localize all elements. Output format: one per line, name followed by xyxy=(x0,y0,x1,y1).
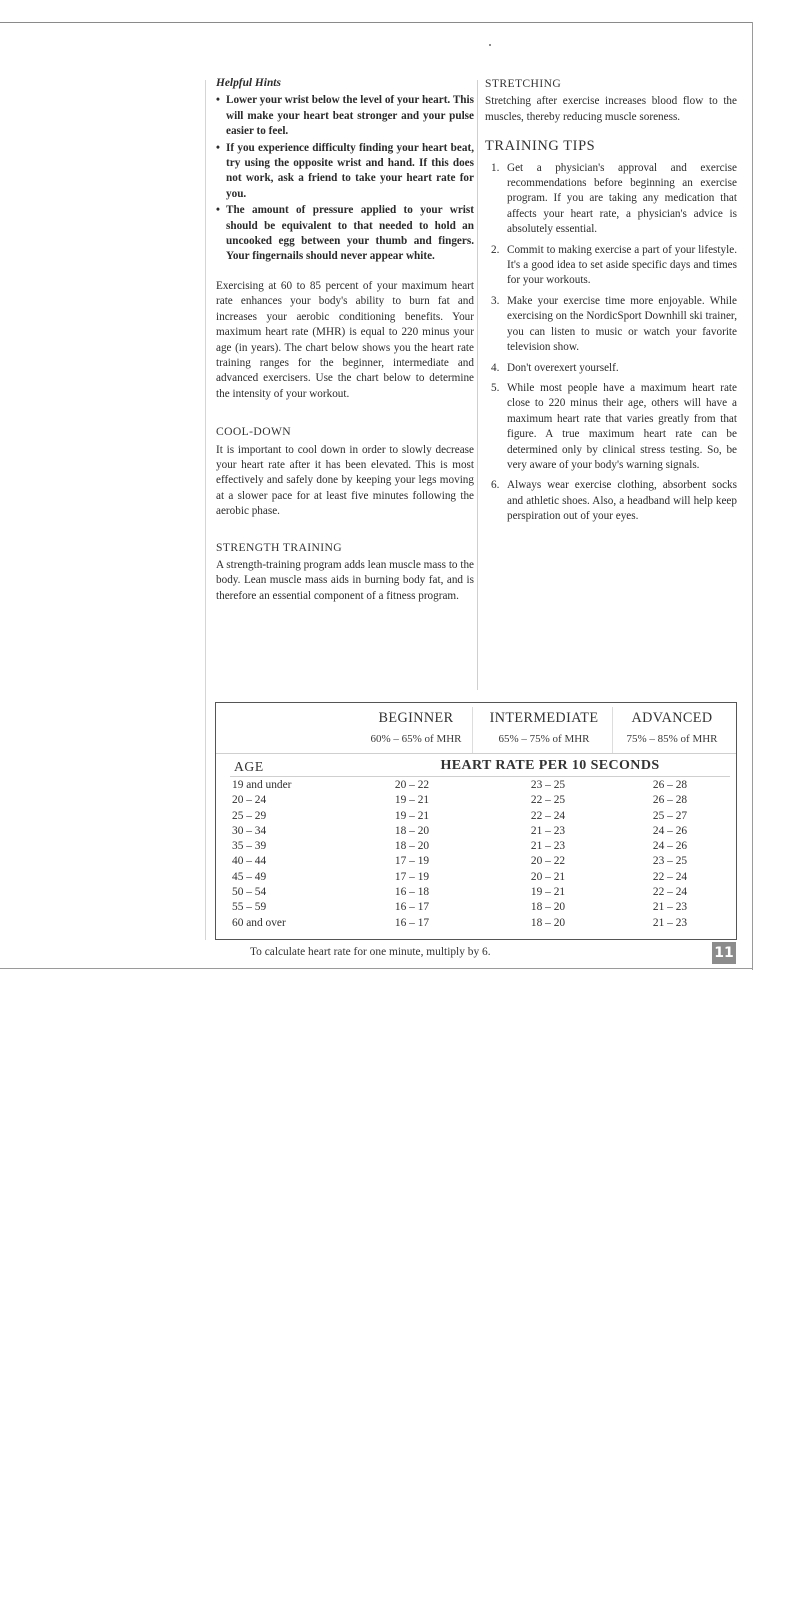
advanced-cell: 22 – 24 xyxy=(652,870,688,883)
helpful-hints-list xyxy=(216,93,474,264)
table-footnote: To calculate heart rate for one minute, multiply by 6. xyxy=(250,946,491,958)
column-divider xyxy=(477,80,478,690)
table-row xyxy=(216,871,736,886)
training-tips-list xyxy=(485,161,737,525)
table-body xyxy=(216,779,736,932)
beginner-cell: 17 – 19 xyxy=(394,855,430,868)
level-advanced-range: 75% – 85% of MHR xyxy=(626,733,718,745)
table-row xyxy=(216,810,736,825)
tip-number: 3. xyxy=(491,294,500,307)
table-row xyxy=(216,779,736,794)
cool-down-title: COOL-DOWN xyxy=(216,425,292,439)
table-row xyxy=(216,917,736,932)
intermediate-cell: 21 – 23 xyxy=(530,824,566,837)
helpful-hints-title: Helpful Hints xyxy=(216,77,281,89)
age-cell: 45 – 49 xyxy=(232,870,267,883)
intermediate-cell: 22 – 25 xyxy=(530,794,566,807)
beginner-cell: 16 – 18 xyxy=(394,886,430,899)
beginner-cell: 19 – 21 xyxy=(394,794,430,807)
table-row xyxy=(216,886,736,901)
table-row xyxy=(216,901,736,916)
beginner-cell: 18 – 20 xyxy=(394,840,430,853)
tip-number: 5. xyxy=(491,381,500,394)
header-rule xyxy=(216,753,736,754)
age-cell: 60 and over xyxy=(232,916,286,929)
hint-item: • Lower your wrist below the level of your heart. This will make your heart beat stronger and your pulse easier to feel. xyxy=(216,93,474,139)
table-row xyxy=(216,840,736,855)
intermediate-cell: 22 – 24 xyxy=(530,809,566,822)
scan-speck xyxy=(489,44,491,46)
page-bottom-rule xyxy=(0,968,752,969)
advanced-cell: 21 – 23 xyxy=(652,916,688,929)
age-cell: 20 – 24 xyxy=(232,794,267,807)
advanced-cell: 21 – 23 xyxy=(652,901,688,914)
page-top-rule xyxy=(0,22,752,23)
advanced-cell: 26 – 28 xyxy=(652,779,688,791)
right-column xyxy=(485,76,737,530)
level-advanced-name: ADVANCED xyxy=(631,710,713,726)
stretching-text: Stretching after exercise increases blood flow to the muscles, thereby reducing muscle soreness. xyxy=(485,95,737,123)
left-column xyxy=(216,76,474,604)
advanced-cell: 26 – 28 xyxy=(652,794,688,807)
strength-training-text: A strength-training program adds lean muscle mass to the body. Lean muscle mass aids in burning body fat, and is therefore an essential component of a fitness program. xyxy=(216,558,474,602)
advanced-cell: 25 – 27 xyxy=(652,809,688,822)
level-intermediate-name: INTERMEDIATE xyxy=(489,710,599,726)
tip-number: 1. xyxy=(491,161,500,174)
tip-item xyxy=(485,361,737,376)
left-margin-line xyxy=(205,80,206,940)
intermediate-cell: 23 – 25 xyxy=(530,779,566,791)
intermediate-cell: 18 – 20 xyxy=(530,916,566,929)
advanced-cell: 24 – 26 xyxy=(652,824,688,837)
age-cell: 50 – 54 xyxy=(232,886,267,899)
header-divider xyxy=(612,707,613,753)
tip-item xyxy=(485,381,737,473)
advanced-cell: 24 – 26 xyxy=(652,840,688,853)
tip-text: While most people have a maximum heart rate close to 220 minus their age, others will have a maximum heart rate that varies greatly from that figure. A true maximum heart rate can be determined only by clinical stress testing. So, be very aware of your body's warning signals. xyxy=(507,381,737,471)
intermediate-cell: 21 – 23 xyxy=(530,840,566,853)
level-beginner-range: 60% – 65% of MHR xyxy=(370,733,462,745)
tip-text: Get a physician's approval and exercise recommendations before beginning an exercise program. If you are taking any medication that affects your heart rate, a physician's advice is absolutely essential. xyxy=(507,161,737,236)
tip-item xyxy=(485,161,737,238)
hint-item: • The amount of pressure applied to your wrist should be equivalent to that needed to hold an uncooked egg between your thumb and fingers. Your fingernails should never appear white. xyxy=(216,203,474,265)
age-cell: 25 – 29 xyxy=(232,809,267,822)
page-number: 11 xyxy=(712,942,736,964)
header-divider xyxy=(472,707,473,753)
advanced-cell: 22 – 24 xyxy=(652,886,688,899)
level-beginner-name: BEGINNER xyxy=(378,710,454,726)
beginner-cell: 16 – 17 xyxy=(394,901,430,914)
table-row xyxy=(216,825,736,840)
table-row xyxy=(216,794,736,809)
tip-number: 4. xyxy=(491,361,500,374)
tip-number: 2. xyxy=(491,243,500,256)
intermediate-cell: 18 – 20 xyxy=(530,901,566,914)
intermediate-cell: 20 – 22 xyxy=(530,855,566,868)
tip-item xyxy=(485,294,737,356)
subheader-rule xyxy=(230,776,730,777)
age-cell: 40 – 44 xyxy=(232,855,267,868)
beginner-cell: 18 – 20 xyxy=(394,824,430,837)
tip-text: Always wear exercise clothing, absorbent socks and athletic shoes. Also, a headband will help keep perspiration out of your eyes. xyxy=(507,479,737,523)
tip-item xyxy=(485,478,737,524)
beginner-cell: 16 – 17 xyxy=(394,916,430,929)
beginner-cell: 17 – 19 xyxy=(394,870,430,883)
hint-item: • If you experience difficulty finding your heart beat, try using the opposite wrist and hand. If this does not work, ask a friend to take your heart rate for you. xyxy=(216,141,474,203)
tip-item xyxy=(485,243,737,289)
tip-text: Don't overexert yourself. xyxy=(507,361,619,374)
age-cell: 19 and under xyxy=(232,779,292,791)
intermediate-cell: 19 – 21 xyxy=(530,886,566,899)
level-intermediate-range: 65% – 75% of MHR xyxy=(498,733,590,745)
stretching-title: STRETCHING xyxy=(485,77,562,90)
tip-text: Make your exercise time more enjoyable. While exercising on the NordicSport Downhill ski trainer, you can listen to music or watch your favorite television show. xyxy=(507,294,737,354)
strength-training-title: STRENGTH TRAINING xyxy=(216,540,343,554)
age-column-header: AGE xyxy=(234,759,264,774)
table-row xyxy=(216,855,736,870)
age-cell: 55 – 59 xyxy=(232,901,267,914)
tip-text: Commit to making exercise a part of your lifestyle. It's a good idea to set aside specific days and times for your workouts. xyxy=(507,243,737,287)
age-cell: 35 – 39 xyxy=(232,840,267,853)
intro-paragraph: Exercising at 60 to 85 percent of your maximum heart rate enhances your body's ability to burn fat and increases your aerobic conditioning benefits. Your maximum heart rate (MHR) is equal to 220 minus your age (in years). The chart below shows you the heart rate training ranges for the beginner, intermediate and advanced exercisers. Use the chart below to determine the intensity of your workout. xyxy=(216,279,474,400)
intermediate-cell: 20 – 21 xyxy=(530,870,566,883)
heart-rate-header: HEART RATE PER 10 SECONDS xyxy=(440,758,660,773)
beginner-cell: 20 – 22 xyxy=(394,779,430,791)
tip-number: 6. xyxy=(491,479,500,492)
advanced-cell: 23 – 25 xyxy=(652,855,688,868)
page-right-rule xyxy=(752,22,753,970)
training-tips-title: TRAINING TIPS xyxy=(485,138,596,155)
age-cell: 30 – 34 xyxy=(232,824,267,837)
cool-down-text: It is important to cool down in order to slowly decrease your heart rate after it has been elevated. This is most effectively and safely done by keeping your legs moving at a slower pace for at least five minutes following the aerobic phase. xyxy=(216,443,474,518)
beginner-cell: 19 – 21 xyxy=(394,809,430,822)
heart-rate-table xyxy=(215,702,737,940)
